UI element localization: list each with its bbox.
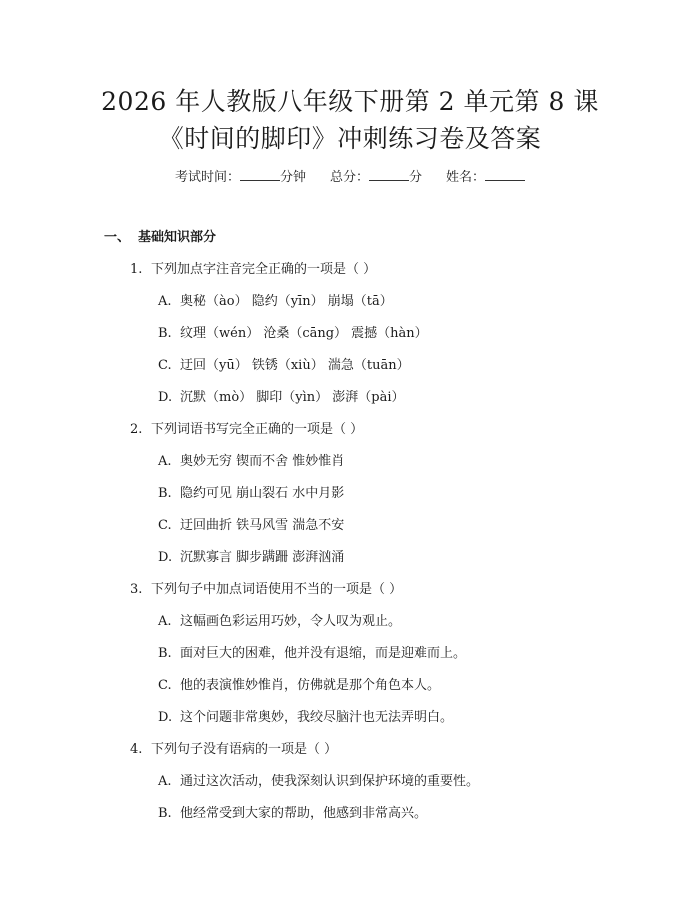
option-label: A. <box>158 294 172 309</box>
option-label: A. <box>158 454 172 469</box>
option-label: C. <box>158 518 172 533</box>
option-label: C. <box>158 678 172 693</box>
option-2a <box>158 453 344 471</box>
option-text: 沉默（mò） 脚印（yìn） 澎湃（pài） <box>180 390 405 405</box>
option-label: B. <box>158 326 172 341</box>
option-1d <box>158 389 405 407</box>
question-number: 4. <box>130 742 143 757</box>
option-text: 他经常受到大家的帮助，他感到非常高兴。 <box>180 806 428 821</box>
score-unit: 分 <box>409 170 423 185</box>
question-number: 2. <box>130 422 143 437</box>
option-text: 奥秘（ào） 隐约（yīn） 崩塌（tā） <box>180 294 393 309</box>
question-text: 下列句子中加点词语使用不当的一项是（ ） <box>151 582 403 597</box>
option-3d <box>158 709 453 727</box>
option-text: 沉默寡言 脚步蹒跚 澎湃汹涌 <box>180 550 345 565</box>
option-text: 他的表演惟妙惟肖，仿佛就是那个角色本人。 <box>180 678 441 693</box>
section-number: 一、 <box>104 230 131 245</box>
question-3 <box>130 581 402 599</box>
option-2b <box>158 485 344 503</box>
option-text: 这幅画色彩运用巧妙，令人叹为观止。 <box>180 614 402 629</box>
option-1c <box>158 357 410 375</box>
option-3a <box>158 613 401 631</box>
total-score <box>330 168 422 187</box>
question-number: 3. <box>130 582 143 597</box>
question-text: 下列词语书写完全正确的一项是（ ） <box>151 422 364 437</box>
option-2d <box>158 549 344 567</box>
option-3c <box>158 677 440 695</box>
score-blank <box>369 168 409 181</box>
option-2c <box>158 517 344 535</box>
question-4 <box>130 741 337 759</box>
option-text: 通过这次活动，使我深刻认识到保护环境的重要性。 <box>180 774 480 789</box>
title-line-1: 2026 年人教版八年级下册第 2 单元第 8 课 <box>101 87 599 116</box>
section-heading <box>104 229 216 247</box>
question-number: 1. <box>130 262 143 277</box>
option-1a <box>158 293 393 311</box>
option-text: 面对巨大的困难，他并没有退缩，而是迎难而上。 <box>180 646 467 661</box>
time-unit: 分钟 <box>279 170 306 185</box>
score-label: 总分： <box>329 170 369 185</box>
option-4b <box>158 805 427 823</box>
option-text: 迂回曲折 铁马风雪 湍急不安 <box>180 518 345 533</box>
option-4a <box>158 773 479 791</box>
option-label: D. <box>158 710 173 725</box>
option-text: 奥妙无穷 锲而不舍 惟妙惟肖 <box>180 454 345 469</box>
option-label: D. <box>158 550 173 565</box>
option-label: B. <box>158 486 172 501</box>
option-label: B. <box>158 646 172 661</box>
time-blank <box>240 168 280 181</box>
student-name <box>446 168 525 187</box>
exam-meta <box>0 168 700 187</box>
option-label: A. <box>158 614 172 629</box>
question-2 <box>130 421 363 439</box>
option-1b <box>158 325 428 343</box>
exam-time <box>175 168 306 187</box>
name-blank <box>485 168 525 181</box>
option-text: 这个问题非常奥妙，我绞尽脑汁也无法弄明白。 <box>180 710 454 725</box>
title-line-2: 《时间的脚印》冲刺练习卷及答案 <box>158 124 542 153</box>
option-label: A. <box>158 774 172 789</box>
option-label: D. <box>158 390 173 405</box>
question-1 <box>130 261 376 279</box>
option-label: B. <box>158 806 172 821</box>
question-text: 下列加点字注音完全正确的一项是（ ） <box>151 262 377 277</box>
option-text: 纹理（wén） 沧桑（cāng） 震撼（hàn） <box>180 326 428 341</box>
option-text: 隐约可见 崩山裂石 水中月影 <box>180 486 345 501</box>
option-label: C. <box>158 358 172 373</box>
option-text: 迂回（yū） 铁锈（xiù） 湍急（tuān） <box>180 358 410 373</box>
question-text: 下列句子没有语病的一项是（ ） <box>151 742 338 757</box>
name-label: 姓名： <box>446 170 486 185</box>
option-3b <box>158 645 466 663</box>
time-label: 考试时间： <box>174 170 240 185</box>
section-title: 基础知识部分 <box>138 230 217 245</box>
